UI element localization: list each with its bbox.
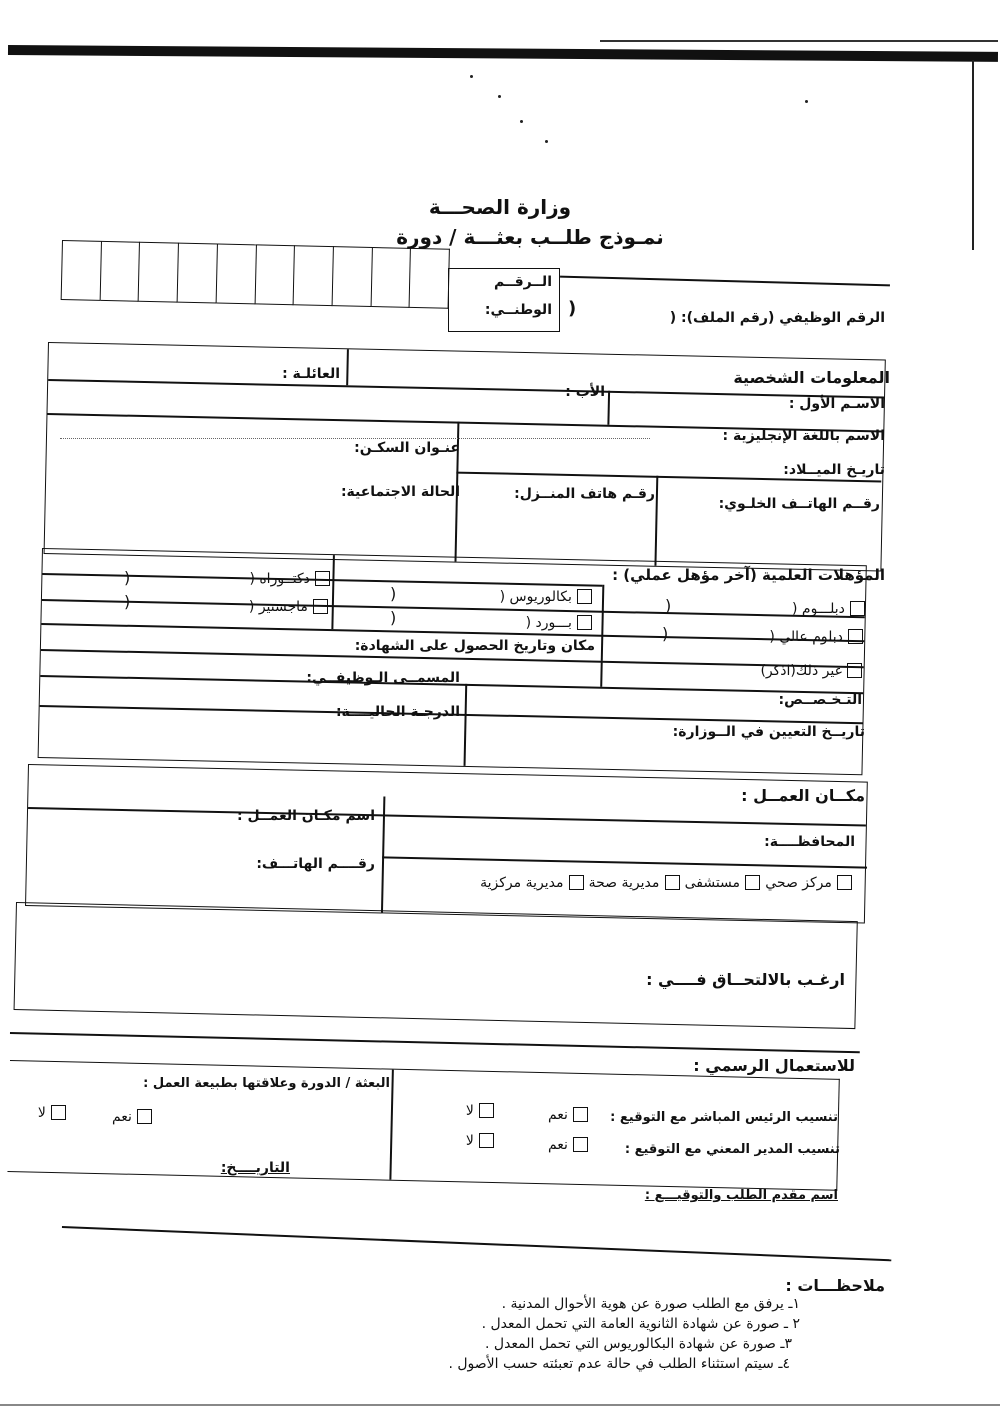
workplace-title: مكــان العمــل :: [741, 786, 865, 805]
qualification-higher-diploma[interactable]: [700, 626, 863, 645]
employee-number-label: الرقم الوظيفي (رقم الملف): (: [669, 310, 885, 326]
workplace-type-health-center[interactable]: مركز صحي: [765, 872, 852, 891]
mobile-input[interactable]: [670, 520, 875, 542]
national-id-grid: [61, 240, 450, 309]
official-use-title: للاستعمال الرسمي :: [693, 1056, 855, 1075]
mobile-label: رقــم الهاتــف الخلـوي:: [718, 496, 880, 512]
qualification-other-input[interactable]: [610, 658, 695, 678]
national-id-digit-box[interactable]: [255, 244, 295, 305]
national-id-digit-box[interactable]: [332, 246, 372, 307]
qualification-close: ): [665, 596, 672, 615]
national-id-label-line2: الوطنــي:: [484, 302, 552, 318]
birth-date-input[interactable]: [470, 455, 710, 479]
director-label: تنسيب المدير المعني مع التوقيع :: [624, 1142, 840, 1157]
note-item: ٤ـ سيتم استثناء الطلب في حالة عدم تعبئته حسب الأصول .: [448, 1356, 790, 1372]
checkbox[interactable]: [665, 875, 680, 890]
national-id-digit-box[interactable]: [61, 240, 102, 301]
checkbox[interactable]: [577, 589, 592, 604]
workplace-phone-input[interactable]: [40, 856, 225, 878]
scan-noise: [805, 100, 808, 103]
national-id-digit-box[interactable]: [100, 241, 140, 302]
national-id-digit-box[interactable]: [294, 245, 334, 306]
direct-boss-no[interactable]: لا: [448, 1100, 494, 1119]
divider: [62, 1226, 891, 1261]
notes-title: ملاحظـــات :: [785, 1276, 885, 1295]
job-title-label: المسمــى الـوظيفــي:: [306, 670, 460, 686]
qualification-close: ): [390, 608, 397, 627]
birth-date-label: تاريـخ الميــلاد:: [783, 462, 885, 478]
qualification-label: ماجستير (: [248, 599, 308, 615]
checkbox[interactable]: [479, 1103, 494, 1118]
form-title: نمـوذج طلــب بعثـــة / دورة: [396, 225, 664, 249]
direct-boss-label: تنسيب الرئيس المباشر مع التوقيع :: [610, 1110, 838, 1125]
qualification-close: ): [124, 568, 131, 587]
scan-edge-line: [972, 60, 974, 250]
direct-boss-yes[interactable]: نعم: [540, 1104, 588, 1123]
checkbox[interactable]: [850, 601, 865, 616]
relation-yes[interactable]: نعم: [90, 1106, 152, 1125]
job-title-input[interactable]: [60, 670, 255, 692]
checkbox[interactable]: [315, 571, 330, 586]
family-name-label: العائلـة :: [282, 366, 340, 382]
page-bottom-edge: [0, 1404, 1000, 1406]
workplace-type-health-directorate[interactable]: مديرية صحة: [589, 872, 680, 891]
note-item: ١ـ يرفق مع الطلب صورة عن هوية الأحوال المدنية .: [501, 1296, 800, 1312]
workplace-phone-label: رقــــم الهاتـــف:: [256, 856, 375, 872]
address-input[interactable]: [60, 440, 325, 470]
checkbox[interactable]: [745, 875, 760, 890]
relation-label: البعثة / الدورة وعلاقتها بطبيعة العمل :: [143, 1076, 390, 1091]
specialty-input[interactable]: [475, 690, 735, 712]
note-item: ٢ ـ صورة عن شهادة الثانوية العامة التي تحمل المعدل .: [481, 1316, 800, 1332]
qualification-other[interactable]: [700, 660, 862, 679]
national-id-digit-box[interactable]: [139, 242, 179, 303]
governorate-input[interactable]: [395, 830, 695, 852]
qualification-close: ): [390, 584, 397, 603]
checkbox[interactable]: [577, 615, 592, 630]
scan-noise: [520, 120, 523, 123]
qualification-bachelor[interactable]: [400, 586, 592, 605]
father-name-label: الأب :: [565, 384, 605, 400]
qualification-label: غير ذلك(اذكر): [760, 663, 842, 679]
checkbox[interactable]: [573, 1137, 588, 1152]
divider: [10, 1032, 860, 1053]
certificate-place-date-label: مكان وتاريخ الحصول على الشهادة:: [354, 638, 595, 654]
specialty-label: التـخـصــص:: [778, 692, 862, 708]
home-phone-label: رقـم هاتف المنــزل:: [514, 486, 655, 502]
national-id-digit-box[interactable]: [178, 243, 218, 304]
qualifications-title: المؤهلات العلمية (آخر مؤهل عملي) :: [612, 566, 885, 584]
qualification-label: بـــورد (: [525, 615, 572, 631]
checkbox[interactable]: [837, 875, 852, 890]
scan-noise: [498, 95, 501, 98]
relation-no[interactable]: لا: [18, 1102, 66, 1121]
national-id-digit-box[interactable]: [216, 244, 256, 305]
certificate-place-date-input[interactable]: [60, 636, 335, 658]
qualification-close: ): [124, 592, 131, 611]
english-name-input[interactable]: [60, 420, 650, 439]
scan-noise: [470, 75, 473, 78]
qualification-diploma[interactable]: [700, 598, 865, 617]
qualification-label: بكالوريوس (: [499, 589, 572, 605]
checkbox[interactable]: [51, 1105, 66, 1120]
checkbox[interactable]: [569, 875, 584, 890]
qualification-master[interactable]: [120, 596, 328, 615]
note-item: ٣ـ صورة عن شهادة البكالوريوس التي تحمل المعدل .: [485, 1336, 792, 1352]
workplace-type-central-directorate[interactable]: مديرية مركزية: [480, 872, 583, 891]
address-label: عنـوان السكـن:: [354, 440, 460, 456]
appointment-date-label: تاريــخ التعيين في الــوزارة:: [672, 724, 865, 740]
checkbox[interactable]: [479, 1133, 494, 1148]
desire-input[interactable]: [40, 930, 570, 970]
workplace-name-input[interactable]: [40, 806, 195, 828]
workplace-type-hospital[interactable]: مستشفى: [685, 872, 761, 891]
workplace-type-options: [400, 872, 852, 891]
first-name-input[interactable]: [615, 392, 715, 416]
employee-number-input[interactable]: [580, 305, 670, 325]
qualification-close: ): [662, 624, 669, 643]
desire-label: ارغـب بالالتحــاق فــــي :: [646, 970, 845, 989]
national-id-label-line1: الــرقــم: [493, 274, 552, 290]
qualification-label: دكتــوراه (: [249, 571, 310, 587]
qualification-label: دبلـــوم (: [792, 601, 845, 617]
checkbox[interactable]: [573, 1107, 588, 1122]
family-name-input[interactable]: [60, 362, 235, 386]
qualification-doctorate[interactable]: [120, 568, 330, 587]
first-name-label: الاسـم الأول :: [788, 396, 885, 412]
checkbox[interactable]: [313, 599, 328, 614]
workplace-name-label: اسم مكـان العمــل :: [237, 808, 375, 824]
checkbox[interactable]: [848, 629, 863, 644]
current-grade-input[interactable]: [60, 704, 255, 726]
qualification-board[interactable]: [400, 612, 592, 631]
qualification-label: دبلوم عالي (: [769, 629, 843, 645]
scan-noise: [545, 140, 548, 143]
checkbox[interactable]: [847, 663, 862, 678]
home-phone-input[interactable]: [475, 510, 655, 534]
director-yes[interactable]: نعم: [540, 1134, 588, 1153]
director-no[interactable]: لا: [448, 1130, 494, 1149]
date-label: التاريــــخ:: [220, 1160, 290, 1176]
scan-dark-bar: [8, 45, 998, 62]
father-name-input[interactable]: [360, 380, 510, 404]
personal-info-title: المعلومات الشخصية: [733, 368, 890, 387]
national-id-digit-box[interactable]: [410, 248, 450, 309]
governorate-label: المحافظــــة:: [764, 834, 855, 850]
appointment-date-input[interactable]: [475, 722, 635, 744]
applicant-signature-label: اسم مقدم الطلب والتوقيـــع :: [644, 1188, 838, 1203]
national-id-digit-box[interactable]: [371, 247, 411, 308]
english-name-label: الاسم باللغة الإنجليزية :: [722, 428, 885, 444]
checkbox[interactable]: [137, 1109, 152, 1124]
marital-status-label: الحالة الاجتماعية:: [340, 484, 460, 500]
ministry-title: وزارة الصحـــة: [428, 195, 572, 219]
employee-number-close: ): [568, 298, 577, 319]
scan-top-line: [600, 40, 998, 42]
current-grade-label: الدرجـة الحاليــــة:: [335, 704, 460, 720]
divider: [560, 276, 890, 286]
marital-status-input[interactable]: [60, 484, 315, 514]
